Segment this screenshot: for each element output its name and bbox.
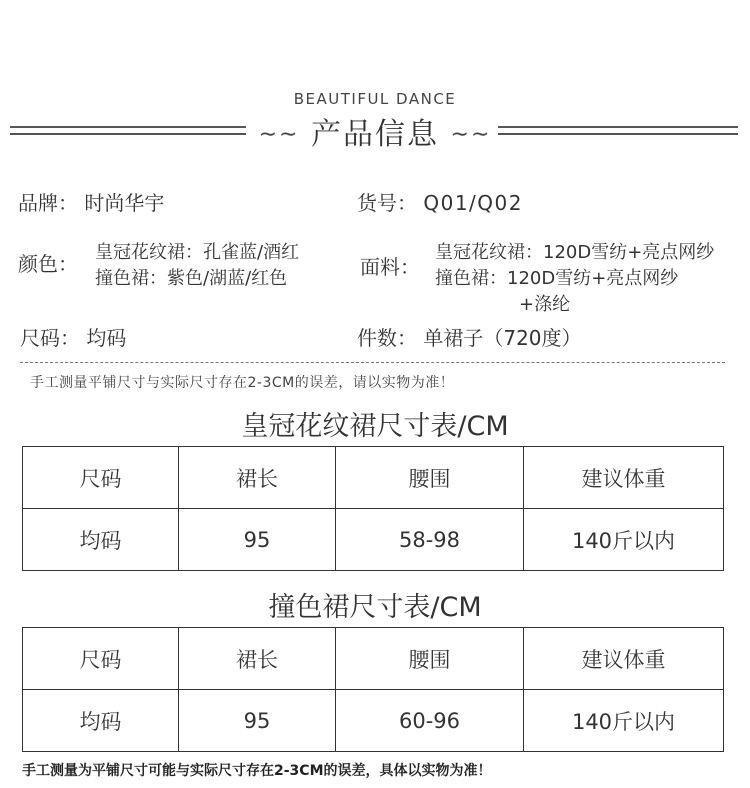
measurement-note: 手工测量平铺尺寸与实际尺寸存在2-3CM的误差，请以实物为准！ <box>30 375 455 391</box>
color-line: 撞色裙：紫色/湖蓝/红色 <box>95 268 288 289</box>
header-subtitle: BEAUTIFUL DANCE <box>293 90 457 108</box>
count-label: 件数： <box>357 326 417 350</box>
table-header-cell: 尺码 <box>23 628 179 690</box>
bottom-note: 手工测量为平铺尺寸可能与实际尺寸存在2-3CM的误差，具体以实物为准！ <box>22 763 492 779</box>
count-value: 单裙子（720度） <box>423 326 582 350</box>
table-header-cell: 裙长 <box>179 447 336 509</box>
size-label: 尺码： <box>20 326 80 350</box>
page-title <box>0 109 750 153</box>
table-cell: 58-98 <box>336 509 524 571</box>
color-label: 颜色： <box>18 252 78 276</box>
fabric-line: 皇冠花纹裙：120D雪纺+亮点网纱 <box>435 242 715 263</box>
item-no-row <box>357 187 523 216</box>
size-table-crown <box>22 446 724 571</box>
brand-row <box>18 187 164 216</box>
tilde-ornament-right: ∼∼ <box>450 122 492 147</box>
item-no-label: 货号： <box>357 191 417 215</box>
table-cell: 95 <box>179 690 336 752</box>
size-row <box>20 322 126 351</box>
table-row <box>23 509 724 571</box>
size-value: 均码 <box>86 326 127 350</box>
table-header-cell: 腰围 <box>336 447 524 509</box>
table-header-cell: 裙长 <box>179 628 336 690</box>
table-row <box>23 690 724 752</box>
table-header-cell: 建议体重 <box>524 447 724 509</box>
table-cell: 均码 <box>23 690 179 752</box>
table2-title: 撞色裙尺寸表/CM <box>268 592 482 623</box>
table-header-cell: 建议体重 <box>524 628 724 690</box>
brand-label: 品牌： <box>18 191 78 215</box>
fabric-label: 面料： <box>360 255 420 279</box>
tilde-ornament-left: ∼∼ <box>258 122 300 147</box>
size-table-colorblock <box>22 627 724 752</box>
table-cell: 95 <box>179 509 336 571</box>
table1-title: 皇冠花纹裙尺寸表/CM <box>241 411 509 442</box>
page-title-text: 产品信息 <box>311 117 439 152</box>
table-header-cell: 尺码 <box>23 447 179 509</box>
brand-value: 时尚华宇 <box>84 191 165 215</box>
table-header-row <box>23 447 724 509</box>
table-cell: 140斤以内 <box>524 690 724 752</box>
color-values <box>95 240 299 292</box>
count-row <box>357 322 582 351</box>
item-no-value: Q01/Q02 <box>423 191 523 215</box>
fabric-line: +涤纶 <box>519 294 571 315</box>
table-cell: 均码 <box>23 509 179 571</box>
fabric-line: 撞色裙：120D雪纺+亮点网纱 <box>435 268 679 289</box>
table-cell: 60-96 <box>336 690 524 752</box>
color-line: 皇冠花纹裙：孔雀蓝/酒红 <box>95 242 300 263</box>
table-header-cell: 腰围 <box>336 628 524 690</box>
dashed-divider <box>20 362 725 363</box>
table-cell: 140斤以内 <box>524 509 724 571</box>
fabric-values <box>435 240 714 318</box>
table-header-row <box>23 628 724 690</box>
